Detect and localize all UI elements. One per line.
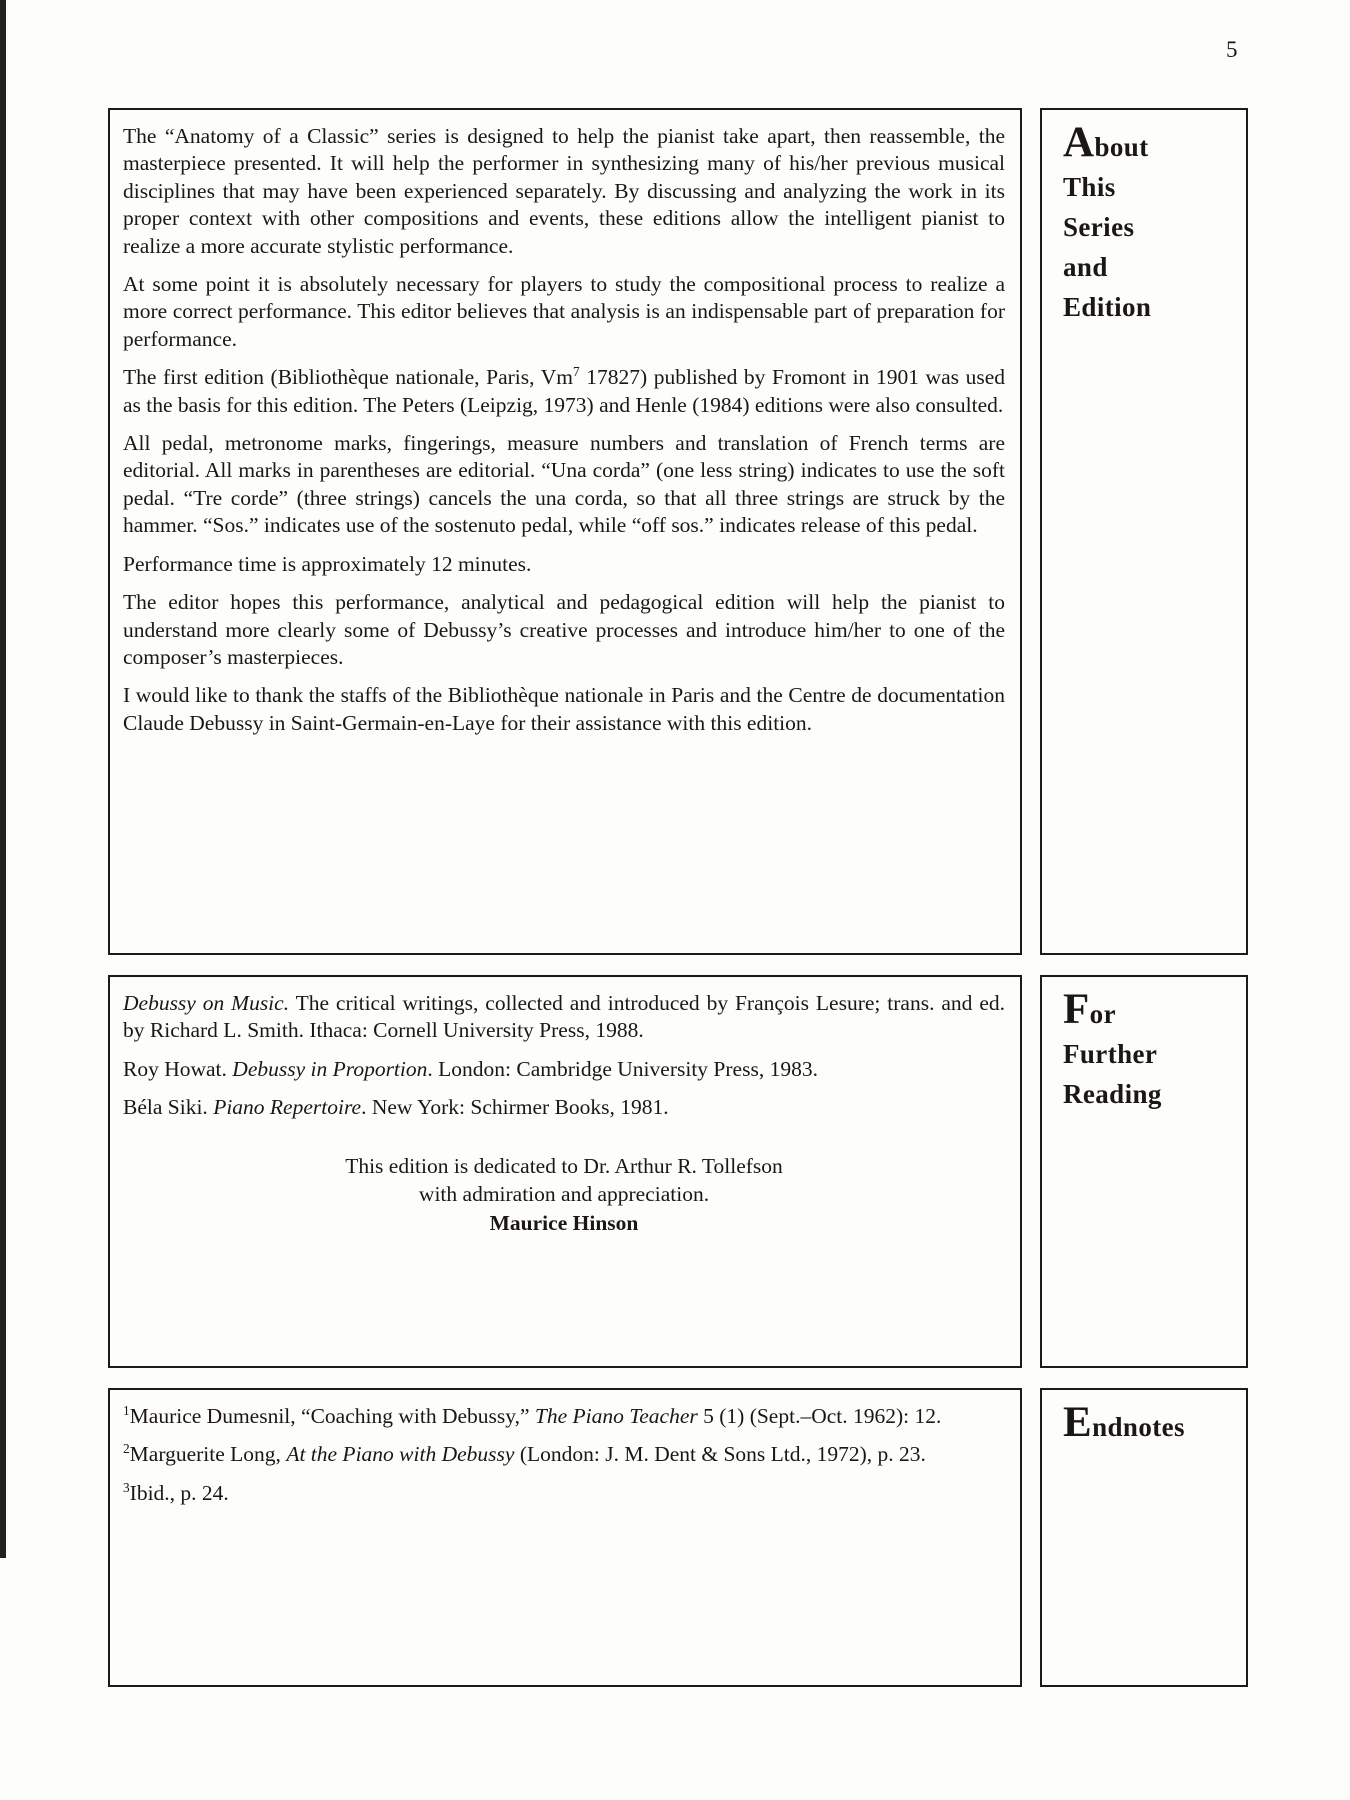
dedication [123,1152,1005,1237]
dedication-line-1: This edition is dedicated to Dr. Arthur R. Tollefson [345,1153,783,1178]
text-run: 3 [123,1479,130,1495]
heading-word: For [1063,986,1116,1033]
text-run: Béla Siki. [123,1095,214,1120]
dedication-signature: Maurice Hinson [489,1210,639,1235]
heading-word: Reading [1063,1079,1162,1109]
text-run: 17827) published by Fromont in 1901 was used as the basis for this edition. The Peters (Leipzig, 1973) and Henle (1984) editions were also consulted. [123,365,1005,417]
further-reading-box [108,975,1022,1368]
paragraph [123,1403,1005,1430]
paragraph [123,1441,1005,1468]
text-run: Maurice Dumesnil, “Coaching with Debussy,” [129,1404,535,1428]
heading-word: This [1063,172,1116,202]
text-run: The editor hopes this performance, analytical and pedagogical edition will help the pianist to understand more clearly some of Debussy’s creative processes and introduce him/her to one of the composer’s masterpieces. [123,590,1005,669]
heading-word: Further [1063,1039,1158,1069]
paragraph [123,1094,1005,1121]
heading-word: Series [1063,212,1135,242]
paragraph [123,271,1005,353]
text-run: The Piano Teacher [534,1404,698,1428]
about-heading [1063,119,1238,327]
text-run: . London: Cambridge University Press, 1983. [427,1056,818,1081]
paragraph [123,430,1005,540]
text-run: At some point it is absolutely necessary for players to study the compositional process to realize a more correct performance. This editor believes that analysis is an indispensable part of preparation for performance. [123,272,1005,351]
text-run: I would like to thank the staffs of the Bibliothèque nationale in Paris and the Centre de documentation Claude Debussy in Saint-Germain-en-Laye for their assistance with this edition. [123,683,1005,735]
about-series-heading-box [1040,108,1248,955]
heading-word: Edition [1063,292,1152,322]
endnotes-heading-box [1040,1388,1248,1687]
paragraph [123,123,1005,260]
text-run: Performance time is approximately 12 minutes. [123,551,532,576]
text-run: (London: J. M. Dent & Sons Ltd., 1972), p. 23. [514,1442,926,1467]
text-run: The “Anatomy of a Classic” series is designed to help the pianist take apart, then reassemble, the masterpiece presented. It will help the performer in synthesizing many of his/her previous musical disciplines that may have been experienced separately. By discussing and analyzing the work in its proper context with other compositions and events, these editions allow the intelligent pianist to realize a more accurate stylistic performance. [123,124,1005,258]
reading-heading [1063,986,1238,1114]
text-run: Marguerite Long, [129,1442,287,1467]
text-run: 2 [123,1441,130,1457]
reading-entries [123,990,1005,1122]
about-paragraphs [123,123,1005,737]
text-run: The critical writings, collected and introduced by François Lesure; trans. and ed. by Richard L. Smith. Ithaca: Cornell University Press, 1988. [123,991,1005,1043]
paragraph [123,364,1005,419]
text-run: Ibid., p. 24. [129,1480,229,1505]
paragraph [123,589,1005,671]
heading-initial-cap: F [1063,986,1090,1033]
text-run: All pedal, metronome marks, fingerings, measure numbers and translation of French terms are editorial. All marks in parentheses are editorial. “Una corda” (one less string) indicates to use the soft pedal. “Tre corde” (three strings) cancels the una corda, so that all three strings are struck by the hammer. “Sos.” indicates use of the sostenuto pedal, while “off sos.” indicates release of this pedal. [123,431,1005,538]
further-reading-heading-box [1040,975,1248,1368]
endnotes-notes [123,1403,1005,1507]
endnotes-heading [1063,1399,1238,1447]
paragraph [123,682,1005,737]
text-run: 1 [123,1402,130,1418]
paragraph [123,990,1005,1045]
heading-initial-cap: E [1063,1399,1093,1446]
paragraph [123,1480,1005,1507]
paragraph [123,1056,1005,1083]
text-run: . New York: Schirmer Books, 1981. [361,1095,669,1120]
heading-word: Endnotes [1063,1399,1185,1446]
text-run: Piano Repertoire [213,1095,362,1120]
paragraph [123,551,1005,578]
dedication-line-2: with admiration and appreciation. [418,1181,710,1206]
endnotes-box [108,1388,1022,1687]
text-run: 5 (1) (Sept.–Oct. 1962): 12. [697,1404,942,1428]
text-run: At the Piano with Debussy [286,1442,515,1467]
scan-gutter-edge [0,0,6,1558]
text-run: The first edition (Bibliothèque nationale, Paris, Vm [123,365,573,390]
text-run: 7 [572,364,580,380]
text-run: Debussy on Music. [123,991,290,1015]
text-run: Debussy in Proportion [232,1056,428,1081]
heading-initial-cap: A [1063,119,1095,166]
heading-word: and [1063,252,1108,282]
page-number: 5 [1226,37,1238,62]
heading-word: About [1063,119,1149,166]
about-series-box [108,108,1022,955]
text-run: Roy Howat. [123,1056,233,1081]
